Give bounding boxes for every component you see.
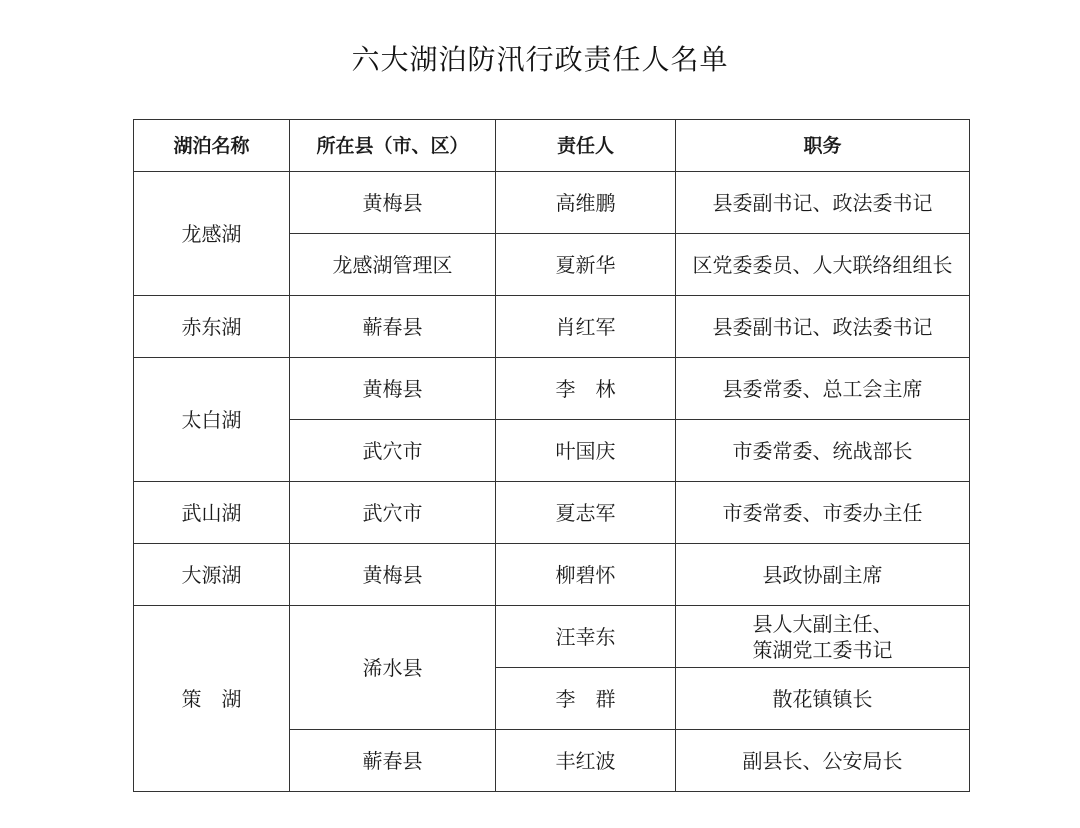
table-row — [134, 544, 970, 606]
person-cell: 李 群 — [496, 668, 676, 730]
county-cell: 蕲春县 — [290, 730, 496, 792]
lake-cell: 武山湖 — [134, 482, 290, 544]
table-row — [134, 296, 970, 358]
position-cell: 县委副书记、政法委书记 — [676, 172, 970, 234]
person-cell: 夏志军 — [496, 482, 676, 544]
county-cell: 黄梅县 — [290, 544, 496, 606]
table-row — [134, 358, 970, 420]
header-county: 所在县（市、区） — [290, 120, 496, 172]
lake-cell: 龙感湖 — [134, 172, 290, 296]
county-cell: 浠水县 — [290, 606, 496, 730]
person-cell: 李 林 — [496, 358, 676, 420]
table-row — [134, 172, 970, 234]
position-cell: 市委常委、市委办主任 — [676, 482, 970, 544]
person-cell: 肖红军 — [496, 296, 676, 358]
person-cell: 汪幸东 — [496, 606, 676, 668]
table-row — [134, 482, 970, 544]
lake-cell: 赤东湖 — [134, 296, 290, 358]
page-title: 六大湖泊防汛行政责任人名单 — [351, 43, 729, 76]
responsibility-table — [133, 119, 970, 792]
position-cell: 县委常委、总工会主席 — [676, 358, 970, 420]
position-cell: 县委副书记、政法委书记 — [676, 296, 970, 358]
table-header-row — [134, 120, 970, 172]
position-cell: 散花镇镇长 — [676, 668, 970, 730]
lake-cell: 策 湖 — [134, 606, 290, 792]
county-cell: 黄梅县 — [290, 358, 496, 420]
county-cell: 武穴市 — [290, 420, 496, 482]
table-row — [134, 606, 970, 668]
header-position: 职务 — [676, 120, 970, 172]
header-person: 责任人 — [496, 120, 676, 172]
person-cell: 柳碧怀 — [496, 544, 676, 606]
county-cell: 武穴市 — [290, 482, 496, 544]
county-cell: 龙感湖管理区 — [290, 234, 496, 296]
position-cell: 市委常委、统战部长 — [676, 420, 970, 482]
position-cell: 副县长、公安局长 — [676, 730, 970, 792]
county-cell: 黄梅县 — [290, 172, 496, 234]
person-cell: 夏新华 — [496, 234, 676, 296]
lake-cell: 太白湖 — [134, 358, 290, 482]
position-cell: 县政协副主席 — [676, 544, 970, 606]
position-cell: 区党委委员、人大联络组组长 — [676, 234, 970, 296]
person-cell: 丰红波 — [496, 730, 676, 792]
lake-cell: 大源湖 — [134, 544, 290, 606]
position-cell: 县人大副主任、 策湖党工委书记 — [676, 606, 970, 668]
county-cell: 蕲春县 — [290, 296, 496, 358]
person-cell: 高维鹏 — [496, 172, 676, 234]
person-cell: 叶国庆 — [496, 420, 676, 482]
header-lake-name: 湖泊名称 — [134, 120, 290, 172]
